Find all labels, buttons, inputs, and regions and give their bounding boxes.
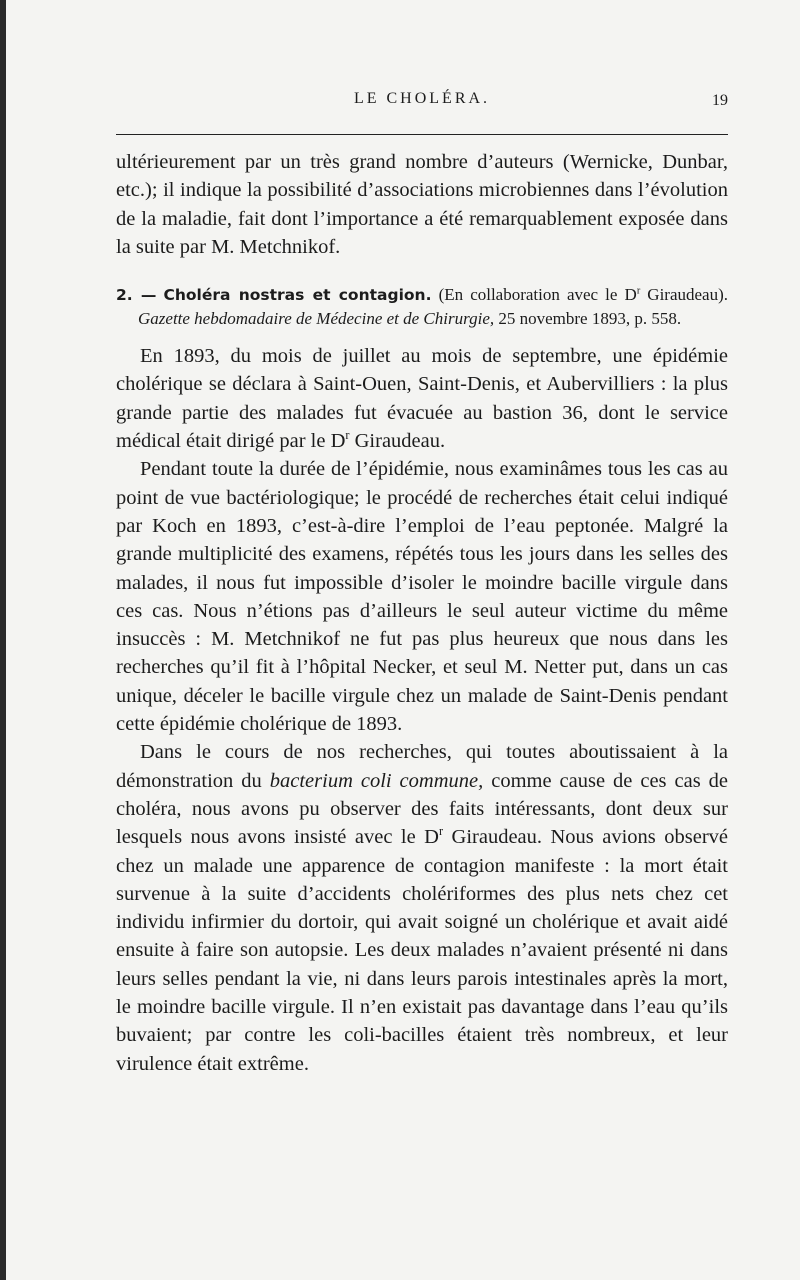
paragraph-contagion-end: Giraudeau. Nous avions observé chez un malade une apparence de contagion manifeste : la mort était survenue à la suite d’accidents cholériformes des plus nets chez cet individu infirmier du dortoir, qui avait soigné un cholérique et avait aidé ensuite à faire son autopsie. Les deux malades n’avaient présenté ni dans leurs selles pendant la vie, ni dans leurs parois intestinales après la mort, le moindre bacille virgule. Il n’en existait pas davantage dans l’eau qu’ils buvaient; par contre les coli-bacilles étaient très nombreux, et leur virulence était extrême. xyxy=(116,826,728,1075)
book-page xyxy=(6,0,800,1280)
reference-collaboration-name: Giraudeau). xyxy=(640,285,729,305)
paragraph-epidemic-end: Giraudeau. xyxy=(349,430,446,453)
doctor-abbrev-sup: r xyxy=(438,824,444,839)
doctor-abbrev-sup: r xyxy=(345,428,350,443)
paragraph-contagion-text: Dans le cours de nos recherches, qui toutes aboutissaient à la démonstration du xyxy=(116,741,728,792)
bibliographic-reference xyxy=(116,283,728,330)
paragraph-continued: ultérieurement par un très grand nombre d’auteurs (Wernicke, Dunbar, etc.); il indique la possibilité d’associations microbiennes dans l’évolution de la maladie, fait dont l’importance a été remarquablement exposée dans la suite par M. Metchnikof. xyxy=(116,151,728,258)
running-title: LE CHOLÉRA. xyxy=(353,90,491,107)
paragraph-epidemic-text: En 1893, du mois de juillet au mois de septembre, une épidémie cholérique se déclara à Saint-Ouen, Saint-Denis, et Aubervilliers : la plus grande partie des malades fut évacuée au bastion 36, dont le service médical était dirigé par le D xyxy=(116,345,728,453)
reference-collaboration: (En collaboration avec le D xyxy=(438,285,637,305)
page-body xyxy=(116,148,728,1078)
header-rule xyxy=(116,134,728,135)
paragraph-contagion-middle: comme cause de ces cas de choléra, nous avons pu observer des faits intéressants, dont deux sur lesquels nous avons insisté avec le D xyxy=(116,769,729,849)
page-number: 19 xyxy=(712,92,728,109)
reference-date: 25 novembre 1893, p. 558. xyxy=(494,309,682,329)
reference-title: Choléra nostras et contagion. xyxy=(163,286,432,305)
page-header xyxy=(116,90,728,118)
paragraph-contagion xyxy=(116,738,728,1078)
paragraph-epidemic xyxy=(116,342,728,455)
reference-number: 2. — xyxy=(116,286,157,305)
bacterium-name: bacterium coli commune, xyxy=(269,769,484,792)
paragraph-examinations: Pendant toute la durée de l’épidémie, nous examinâmes tous les cas au point de vue bactériologique; le procédé de recherches était celui indiqué par Koch en 1893, c’est-à-dire l’emploi de l’eau peptonée. Malgré la grande multiplicité des examens, répétés tous les jours dans les selles des malades, il nous fut impossible d’isoler le moindre bacille virgule dans ces cas. Nous n’étions pas d’ailleurs le seul auteur victime du même insuccès : M. Metchnikof ne fut pas plus heureux que nous dans les recherches qu’il fit à l’hôpital Necker, et seul M. Netter put, dans un cas unique, déceler le bacille virgule chez un malade de Saint-Denis pendant cette épidémie cholérique de 1893. xyxy=(116,458,728,736)
doctor-abbrev-sup: r xyxy=(636,285,641,297)
reference-journal: Gazette hebdomadaire de Médecine et de Chirurgie, xyxy=(138,309,495,329)
